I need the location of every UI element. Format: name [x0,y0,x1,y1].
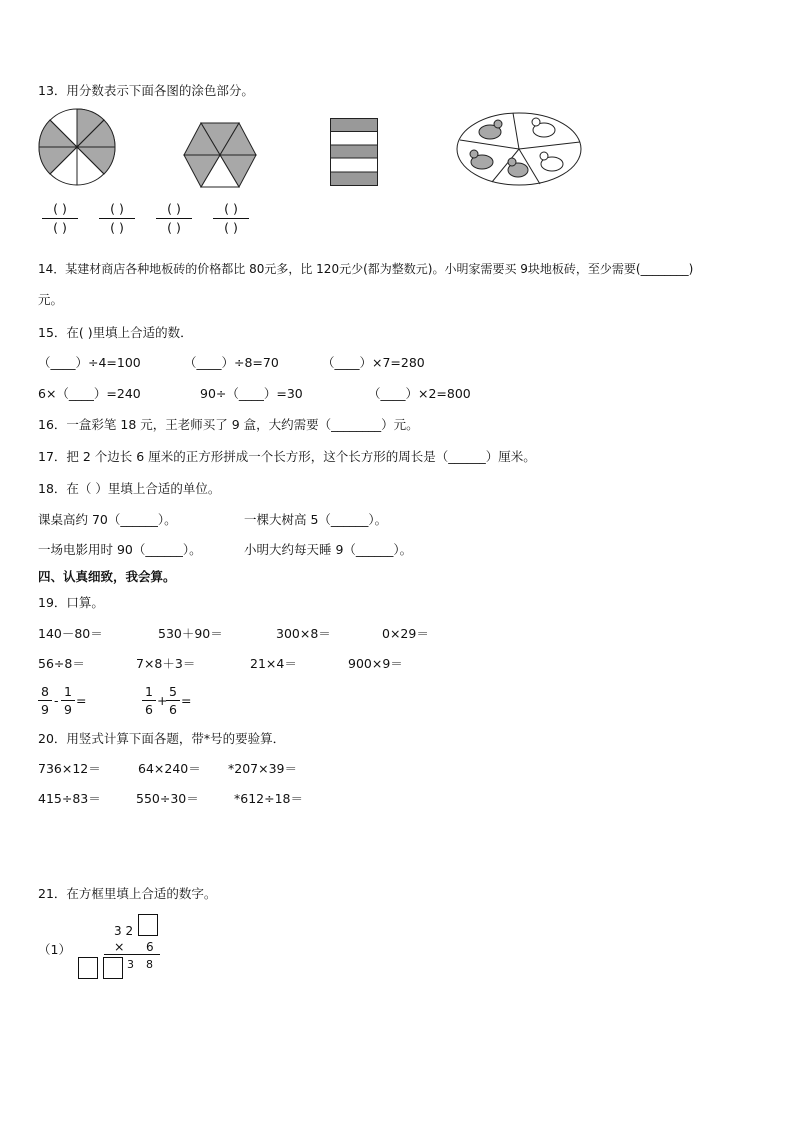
digit-box[interactable] [78,957,98,979]
oval-birds-fraction-figure [456,112,582,186]
q19-item: 900×9＝ [348,656,403,671]
q16-text: 16．一盒彩笔 18 元，王老师买了 9 盒，大约需要（________）元。 [38,417,419,432]
equals-sign: = [181,693,192,708]
q15-item: （____）×2=800 [368,386,471,401]
q18-title: 18．在（ ）里填上合适的单位。 [38,481,221,496]
q15-item: 90÷（____）=30 [200,386,303,401]
q19-item: 530＋90＝ [158,626,223,641]
subquestion-label: （1） [38,942,71,957]
equals-sign: = [76,693,87,708]
product-digit: 8 [146,958,153,971]
q20-item: 64×240＝ [138,761,201,776]
answer-fraction-2[interactable]: ( ) ( ) [97,200,137,237]
answer-fraction-1[interactable]: ( ) ( ) [40,200,80,237]
q19-item: 7×8＋3＝ [136,656,196,671]
q18-item: 小明大约每天睡 9（______）。 [244,542,413,557]
fraction: 1 9 [61,683,75,718]
q14-line1: 14．某建材商店各种地板砖的价格都比 80元多，比 120元少(都为整数元)。小明家需要买 9块地板砖，至少需要(________) [38,262,694,276]
digit-box[interactable] [138,914,158,936]
q15-item: （____）×7=280 [322,355,425,370]
bars-fraction-figure [330,118,378,186]
q20-item: *612÷18＝ [234,791,303,806]
q19-title: 19．口算。 [38,595,104,610]
q17-text: 17．把 2 个边长 6 厘米的正方形拼成一个长方形，这个长方形的周长是（______）厘米。 [38,449,536,464]
q19-item: 56÷8＝ [38,656,85,671]
q19-item: 140－80＝ [38,626,103,641]
q19-item: 300×8＝ [276,626,331,641]
q13-title: 13．用分数表示下面各图的涂色部分。 [38,83,254,98]
multiplicand-digits: 3 2 [114,924,134,938]
q20-title: 20．用竖式计算下面各题，带*号的要验算． [38,731,286,746]
q20-item: *207×39＝ [228,761,297,776]
circle-fraction-figure [38,108,116,186]
q20-item: 415÷83＝ [38,791,101,806]
q14-line2: 元。 [38,292,64,307]
product-digit: 3 [127,958,134,971]
times-sign: × [114,939,125,954]
section-heading: 四、认真细致，我会算。 [38,569,176,584]
fraction: 8 9 [38,683,52,718]
q20-item: 550÷30＝ [136,791,199,806]
digit-box[interactable] [103,957,123,979]
operator: + [157,693,168,708]
q19-item: 0×29＝ [382,626,429,641]
q15-item: （____）÷8=70 [184,355,279,370]
q19-item: 21×4＝ [250,656,297,671]
q18-item: 课桌高约 70（______）。 [38,512,177,527]
q15-item: （____）÷4=100 [38,355,141,370]
q18-item: 一场电影用时 90（______）。 [38,542,202,557]
hexagon-fraction-figure [183,122,257,188]
q15-title: 15．在( )里填上合适的数． [38,325,193,340]
fraction: 5 6 [166,683,180,718]
q21-title: 21．在方框里填上合适的数字。 [38,886,217,901]
q18-item: 一棵大树高 5（______）。 [244,512,388,527]
multiplier-digit: 6 [146,940,154,954]
q20-item: 736×12＝ [38,761,101,776]
product-line [104,954,160,955]
answer-fraction-3[interactable]: ( ) ( ) [154,200,194,237]
q15-item: 6×（____）=240 [38,386,141,401]
answer-fraction-4[interactable]: ( ) ( ) [211,200,251,237]
operator: - [54,693,59,708]
fraction: 1 6 [142,683,156,718]
